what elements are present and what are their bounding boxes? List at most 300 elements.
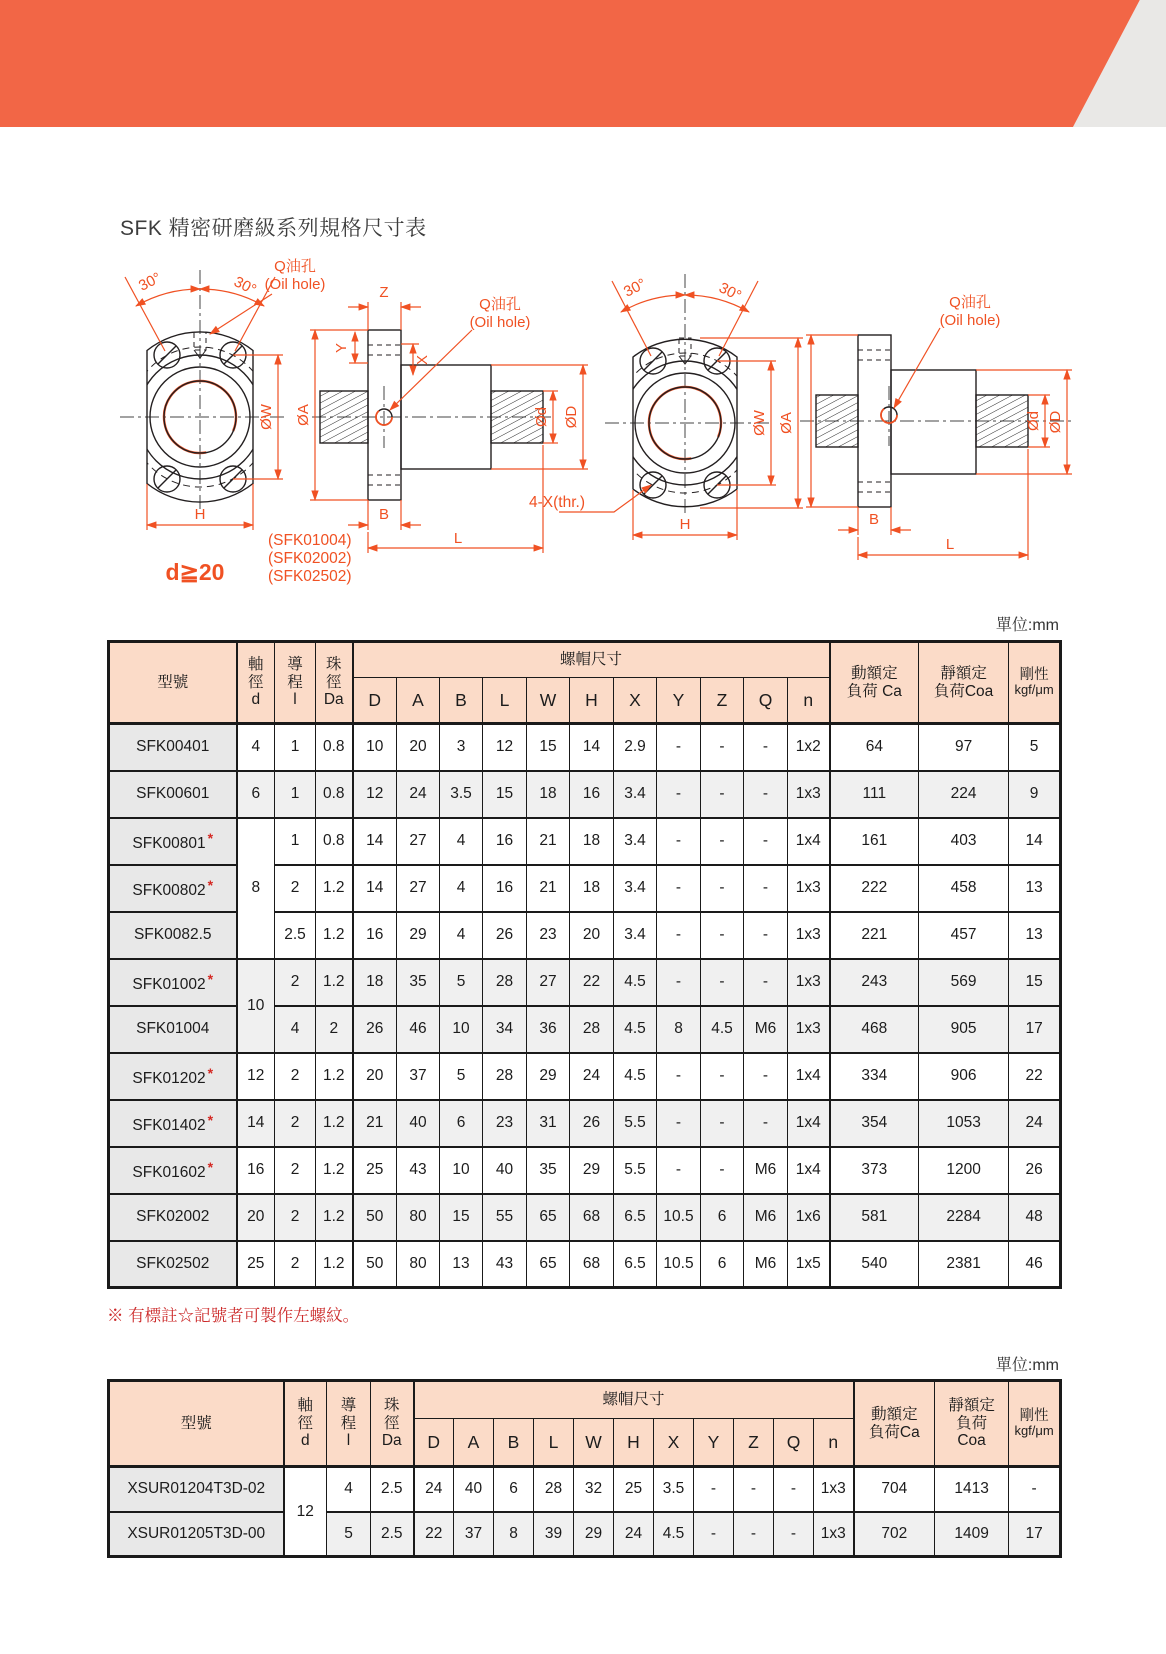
dim-cell-A: 40 bbox=[454, 1467, 494, 1512]
col-header-D: D bbox=[414, 1419, 454, 1467]
unit-label: 單位:mm bbox=[995, 617, 1059, 634]
dim-cell-A: 37 bbox=[397, 1053, 440, 1100]
lead-cell: 2 bbox=[275, 959, 316, 1006]
dim-cell-Z: - bbox=[701, 724, 744, 771]
lead-cell: 2 bbox=[275, 1100, 316, 1147]
ca-cell: 222 bbox=[830, 865, 919, 912]
rigidity-cell: 14 bbox=[1009, 818, 1061, 865]
model-label: SFK00801 bbox=[132, 834, 206, 852]
dim-cell-Q: M6 bbox=[744, 1006, 788, 1053]
dim-cell-D: 10 bbox=[353, 724, 397, 771]
rigidity-cell: 22 bbox=[1009, 1053, 1061, 1100]
left-thread-star-icon: * bbox=[207, 876, 214, 893]
col-header-lead: 導 程 l bbox=[275, 642, 316, 724]
dim-cell-D: 50 bbox=[353, 1194, 397, 1241]
dim-cell-Q: - bbox=[744, 1100, 788, 1147]
dim-cell-Z: - bbox=[701, 912, 744, 959]
dim-cell-X: 4.5 bbox=[614, 1053, 657, 1100]
lead-cell: 4 bbox=[327, 1467, 371, 1512]
rigidity-cell: 17 bbox=[1009, 1006, 1061, 1053]
model-cell bbox=[109, 959, 237, 1006]
model-label: SFK00601 bbox=[136, 785, 210, 802]
shaft-dia-cell: 20 bbox=[237, 1194, 275, 1241]
model-label: SFK01004 bbox=[136, 1020, 210, 1037]
dim-cell-L: 55 bbox=[483, 1194, 527, 1241]
rigidity-cell: 13 bbox=[1009, 912, 1061, 959]
dim-cell-H: 26 bbox=[570, 1100, 614, 1147]
dim-cell-Y: - bbox=[657, 959, 701, 1006]
dim-cell-W: 35 bbox=[527, 1147, 570, 1194]
col-header-A: A bbox=[454, 1419, 494, 1467]
page-title: SFK 精密研磨級系列規格尺寸表 bbox=[120, 217, 427, 240]
dim-cell-B: 3.5 bbox=[440, 771, 483, 818]
dim-cell-n: 1x3 bbox=[814, 1467, 854, 1512]
col-header-H: H bbox=[570, 678, 614, 724]
dim-cell-Z: 6 bbox=[701, 1241, 744, 1288]
table-row bbox=[109, 1512, 1061, 1557]
ball-dia-cell: 1.2 bbox=[316, 1100, 353, 1147]
dim-cell-W: 29 bbox=[527, 1053, 570, 1100]
dim-cell-A: 24 bbox=[397, 771, 440, 818]
col-header-ball-dia: 珠 徑 Da bbox=[371, 1381, 414, 1467]
dim-cell-A: 27 bbox=[397, 818, 440, 865]
dim-x: X bbox=[414, 354, 431, 366]
dim-cell-n: 1x4 bbox=[788, 1053, 830, 1100]
dim-cell-W: 65 bbox=[527, 1194, 570, 1241]
dim-oD: ØD bbox=[563, 405, 580, 429]
left-thread-star-icon: * bbox=[207, 1111, 214, 1128]
oil-hole-label: Q油孔 bbox=[949, 294, 991, 311]
footnote: ※ 有標註☆記號者可製作左螺紋。 bbox=[107, 1307, 360, 1325]
col-header-Z: Z bbox=[701, 678, 744, 724]
ball-dia-cell: 1.2 bbox=[316, 912, 353, 959]
dim-cell-Q: - bbox=[774, 1512, 814, 1557]
dim-cell-W: 32 bbox=[574, 1467, 614, 1512]
dim-cell-Y: - bbox=[657, 865, 701, 912]
dim-cell-Q: M6 bbox=[744, 1194, 788, 1241]
dim-cell-X: 4.5 bbox=[614, 1006, 657, 1053]
lead-cell: 2 bbox=[275, 865, 316, 912]
dim-cell-Y: - bbox=[657, 1053, 701, 1100]
dim-cell-Q: - bbox=[774, 1467, 814, 1512]
dim-cell-X: 3.4 bbox=[614, 865, 657, 912]
dim-cell-X: 3.4 bbox=[614, 771, 657, 818]
coa-cell: 97 bbox=[919, 724, 1009, 771]
dim-cell-Q: - bbox=[744, 818, 788, 865]
model-cell bbox=[109, 1467, 284, 1512]
dim-cell-X: 3.4 bbox=[614, 818, 657, 865]
dim-cell-X: 5.5 bbox=[614, 1147, 657, 1194]
dim-cell-Q: - bbox=[744, 912, 788, 959]
dim-cell-A: 35 bbox=[397, 959, 440, 1006]
dim-cell-W: 21 bbox=[527, 865, 570, 912]
dim-cell-n: 1x3 bbox=[788, 771, 830, 818]
angle-label: 30° bbox=[716, 279, 745, 305]
dim-cell-Y: 10.5 bbox=[657, 1241, 701, 1288]
dim-b: B bbox=[378, 506, 390, 523]
rigidity-cell: 46 bbox=[1009, 1241, 1061, 1288]
dim-cell-H: 24 bbox=[614, 1512, 654, 1557]
dim-cell-Y: - bbox=[657, 912, 701, 959]
thread-callout: 4-X(thr.) bbox=[529, 494, 585, 511]
dim-cell-Y: - bbox=[657, 724, 701, 771]
ball-dia-cell: 1.2 bbox=[316, 1194, 353, 1241]
shaft-dia-cell: 12 bbox=[284, 1467, 327, 1557]
dim-cell-L: 16 bbox=[483, 865, 527, 912]
dim-cell-L: 26 bbox=[483, 912, 527, 959]
dim-cell-n: 1x4 bbox=[788, 818, 830, 865]
col-header-nut-dims: 螺帽尺寸 bbox=[414, 1381, 854, 1419]
dim-cell-A: 29 bbox=[397, 912, 440, 959]
model-cell bbox=[109, 912, 237, 959]
ca-cell: 581 bbox=[830, 1194, 919, 1241]
coa-cell: 569 bbox=[919, 959, 1009, 1006]
banner-orange-shape bbox=[0, 0, 1166, 127]
shaft-dia-cell: 12 bbox=[237, 1053, 275, 1100]
coa-cell: 1053 bbox=[919, 1100, 1009, 1147]
dim-cell-B: 5 bbox=[440, 1053, 483, 1100]
coa-cell: 1413 bbox=[935, 1467, 1009, 1512]
dim-cell-A: 37 bbox=[454, 1512, 494, 1557]
dim-h: H bbox=[679, 516, 691, 533]
dim-cell-Z: - bbox=[701, 1100, 744, 1147]
col-header-coa: 靜額定 負荷Coa bbox=[919, 642, 1009, 724]
ca-cell: 702 bbox=[854, 1512, 935, 1557]
col-header-n: n bbox=[788, 678, 830, 724]
rigidity-cell: 9 bbox=[1009, 771, 1061, 818]
dim-cell-L: 40 bbox=[483, 1147, 527, 1194]
side-view-left bbox=[320, 330, 543, 500]
ball-dia-cell: 2.5 bbox=[371, 1467, 414, 1512]
dim-cell-Y: - bbox=[657, 771, 701, 818]
left-thread-star-icon: * bbox=[207, 1064, 214, 1081]
dim-cell-Z: - bbox=[701, 1053, 744, 1100]
dim-cell-H: 25 bbox=[614, 1467, 654, 1512]
dim-cell-W: 23 bbox=[527, 912, 570, 959]
dim-oD: ØD bbox=[1047, 410, 1064, 434]
angle-label: 30° bbox=[231, 273, 260, 299]
dim-cell-B: 10 bbox=[440, 1147, 483, 1194]
coa-cell: 224 bbox=[919, 771, 1009, 818]
dim-cell-H: 29 bbox=[570, 1147, 614, 1194]
col-header-W: W bbox=[574, 1419, 614, 1467]
table-row bbox=[109, 771, 1061, 818]
col-header-nut-dims: 螺帽尺寸 bbox=[353, 642, 830, 678]
dim-cell-Z: 4.5 bbox=[701, 1006, 744, 1053]
col-header-L: L bbox=[534, 1419, 574, 1467]
ball-dia-cell: 2.5 bbox=[371, 1512, 414, 1557]
ball-dia-cell: 1.2 bbox=[316, 1147, 353, 1194]
dim-cell-W: 31 bbox=[527, 1100, 570, 1147]
col-header-A: A bbox=[397, 678, 440, 724]
model-cell bbox=[109, 1100, 237, 1147]
dim-cell-D: 14 bbox=[353, 865, 397, 912]
dim-cell-Y: - bbox=[694, 1467, 734, 1512]
dimension-labels bbox=[136, 257, 1064, 585]
rigidity-cell: 48 bbox=[1009, 1194, 1061, 1241]
col-header-Z: Z bbox=[734, 1419, 774, 1467]
ball-dia-cell: 0.8 bbox=[316, 771, 353, 818]
rigidity-cell: 26 bbox=[1009, 1147, 1061, 1194]
oil-hole-label: Q油孔 bbox=[274, 258, 316, 275]
coa-cell: 458 bbox=[919, 865, 1009, 912]
model-label: SFK02502 bbox=[136, 1254, 210, 1272]
dim-cell-D: 25 bbox=[353, 1147, 397, 1194]
dim-cell-Y: - bbox=[657, 1100, 701, 1147]
lead-cell: 5 bbox=[327, 1512, 371, 1557]
dim-cell-X: 6.5 bbox=[614, 1241, 657, 1288]
dim-cell-Z: - bbox=[701, 865, 744, 912]
col-header-lead: 導 程 l bbox=[327, 1381, 371, 1467]
model-label: SFK0082.5 bbox=[133, 926, 212, 943]
table-row bbox=[109, 1194, 1061, 1241]
table-row bbox=[109, 1467, 1061, 1512]
dim-cell-D: 50 bbox=[353, 1241, 397, 1288]
dim-cell-B: 13 bbox=[440, 1241, 483, 1288]
dim-cell-A: 40 bbox=[397, 1100, 440, 1147]
col-header-X: X bbox=[614, 678, 657, 724]
ball-dia-cell: 1.2 bbox=[316, 865, 353, 912]
ca-cell: 111 bbox=[830, 771, 919, 818]
col-header-model: 型號 bbox=[109, 1381, 284, 1467]
model-label: SFK01402 bbox=[132, 1116, 206, 1134]
dim-cell-n: 1x3 bbox=[788, 865, 830, 912]
dim-l: L bbox=[453, 530, 463, 547]
dim-l: L bbox=[945, 536, 955, 553]
dim-cell-D: 21 bbox=[353, 1100, 397, 1147]
coa-cell: 905 bbox=[919, 1006, 1009, 1053]
dim-cell-H: 22 bbox=[570, 959, 614, 1006]
col-header-n: n bbox=[814, 1419, 854, 1467]
dim-cell-L: 12 bbox=[483, 724, 527, 771]
dim-cell-B: 6 bbox=[440, 1100, 483, 1147]
ball-dia-cell: 0.8 bbox=[316, 818, 353, 865]
model-label: SFK01002 bbox=[132, 975, 206, 993]
dim-cell-A: 27 bbox=[397, 865, 440, 912]
dim-cell-Z: - bbox=[734, 1467, 774, 1512]
dim-cell-L: 34 bbox=[483, 1006, 527, 1053]
shaft-dia-cell: 14 bbox=[237, 1100, 275, 1147]
ca-cell: 334 bbox=[830, 1053, 919, 1100]
dim-cell-W: 36 bbox=[527, 1006, 570, 1053]
dim-cell-H: 14 bbox=[570, 724, 614, 771]
oil-hole-label: Q油孔 bbox=[479, 296, 521, 313]
dim-cell-A: 20 bbox=[397, 724, 440, 771]
left-thread-star-icon: * bbox=[207, 1158, 214, 1175]
dim-cell-H: 68 bbox=[570, 1241, 614, 1288]
dim-cell-Y: - bbox=[657, 1147, 701, 1194]
dim-cell-L: 28 bbox=[483, 959, 527, 1006]
dim-cell-n: 1x3 bbox=[788, 959, 830, 1006]
model-label: SFK00802 bbox=[132, 881, 206, 899]
col-header-Q: Q bbox=[744, 678, 788, 724]
model-cell bbox=[109, 724, 237, 771]
col-header-rigidity: 剛性 kgf/μm bbox=[1009, 642, 1061, 724]
lead-cell: 2 bbox=[275, 1241, 316, 1288]
dim-cell-Y: 10.5 bbox=[657, 1194, 701, 1241]
ball-dia-cell: 1.2 bbox=[316, 1241, 353, 1288]
lead-cell: 2.5 bbox=[275, 912, 316, 959]
col-header-ball-dia: 珠 徑 Da bbox=[316, 642, 353, 724]
dim-cell-L: 43 bbox=[483, 1241, 527, 1288]
dim-cell-H: 18 bbox=[570, 865, 614, 912]
dim-cell-A: 43 bbox=[397, 1147, 440, 1194]
ca-cell: 243 bbox=[830, 959, 919, 1006]
table-row bbox=[109, 1147, 1061, 1194]
unit-label: 單位:mm bbox=[995, 1357, 1059, 1374]
coa-cell: 906 bbox=[919, 1053, 1009, 1100]
lead-cell: 2 bbox=[275, 1147, 316, 1194]
dim-h: H bbox=[194, 506, 206, 523]
ca-cell: 221 bbox=[830, 912, 919, 959]
col-header-ca: 動額定 負荷 Ca bbox=[830, 642, 919, 724]
dim-cell-n: 1x2 bbox=[788, 724, 830, 771]
dim-cell-D: 20 bbox=[353, 1053, 397, 1100]
col-header-shaft-dia: 軸 徑 d bbox=[237, 642, 275, 724]
dim-cell-Y: - bbox=[657, 818, 701, 865]
col-header-X: X bbox=[654, 1419, 694, 1467]
dim-cell-Q: - bbox=[744, 1053, 788, 1100]
dim-cell-L: 16 bbox=[483, 818, 527, 865]
oil-hole-label-en: (Oil hole) bbox=[939, 312, 1001, 329]
dim-cell-A: 80 bbox=[397, 1241, 440, 1288]
dim-cell-D: 18 bbox=[353, 959, 397, 1006]
dim-cell-n: 1x4 bbox=[788, 1100, 830, 1147]
dim-cell-A: 46 bbox=[397, 1006, 440, 1053]
dim-cell-A: 80 bbox=[397, 1194, 440, 1241]
shaft-dia-cell: 6 bbox=[237, 771, 275, 818]
ca-cell: 354 bbox=[830, 1100, 919, 1147]
lead-cell: 2 bbox=[275, 1053, 316, 1100]
dim-cell-Z: - bbox=[701, 771, 744, 818]
model-cell bbox=[109, 1194, 237, 1241]
dim-cell-D: 14 bbox=[353, 818, 397, 865]
col-header-D: D bbox=[353, 678, 397, 724]
rigidity-cell: 5 bbox=[1009, 724, 1061, 771]
dim-cell-B: 6 bbox=[494, 1467, 534, 1512]
ca-cell: 373 bbox=[830, 1147, 919, 1194]
shaft-dia-cell: 10 bbox=[237, 959, 275, 1053]
table-row bbox=[109, 818, 1061, 865]
shaft-dia-cell: 4 bbox=[237, 724, 275, 771]
dim-cell-H: 24 bbox=[570, 1053, 614, 1100]
dim-cell-B: 4 bbox=[440, 818, 483, 865]
col-header-coa: 靜額定 負荷 Coa bbox=[935, 1381, 1009, 1467]
technical-drawing bbox=[100, 248, 1080, 588]
oil-hole-label-en: (Oil hole) bbox=[469, 314, 531, 331]
shaft-dia-cell: 16 bbox=[237, 1147, 275, 1194]
ca-cell: 468 bbox=[830, 1006, 919, 1053]
applies-model: (SFK01004) bbox=[268, 532, 352, 549]
ball-dia-cell: 0.8 bbox=[316, 724, 353, 771]
dim-cell-X: 2.9 bbox=[614, 724, 657, 771]
coa-cell: 2381 bbox=[919, 1241, 1009, 1288]
model-cell bbox=[109, 818, 237, 865]
col-header-ca: 動額定 負荷Ca bbox=[854, 1381, 935, 1467]
col-header-Y: Y bbox=[694, 1419, 734, 1467]
table-row bbox=[109, 1053, 1061, 1100]
dim-ow: ØW bbox=[258, 404, 275, 430]
dim-od: Ød bbox=[1025, 410, 1042, 432]
dim-cell-H: 68 bbox=[570, 1194, 614, 1241]
model-label: XSUR01205T3D-00 bbox=[127, 1524, 266, 1542]
ball-dia-cell: 2 bbox=[316, 1006, 353, 1053]
rigidity-cell: 17 bbox=[1009, 1512, 1061, 1557]
col-header-W: W bbox=[527, 678, 570, 724]
dim-cell-L: 28 bbox=[483, 1053, 527, 1100]
coa-cell: 1200 bbox=[919, 1147, 1009, 1194]
dim-cell-B: 4 bbox=[440, 912, 483, 959]
dim-cell-W: 15 bbox=[527, 724, 570, 771]
lead-cell: 1 bbox=[275, 724, 316, 771]
dim-cell-D: 22 bbox=[414, 1512, 454, 1557]
left-thread-star-icon: * bbox=[207, 970, 214, 987]
dim-cell-Q: M6 bbox=[744, 1241, 788, 1288]
dim-cell-X: 6.5 bbox=[614, 1194, 657, 1241]
dim-cell-X: 5.5 bbox=[614, 1100, 657, 1147]
dim-z: Z bbox=[379, 284, 389, 301]
dim-cell-W: 27 bbox=[527, 959, 570, 1006]
dim-cell-B: 10 bbox=[440, 1006, 483, 1053]
left-thread-star-icon: * bbox=[207, 829, 214, 846]
dim-cell-H: 28 bbox=[570, 1006, 614, 1053]
dim-cell-Q: M6 bbox=[744, 1147, 788, 1194]
dim-cell-H: 20 bbox=[570, 912, 614, 959]
model-label: XSUR01204T3D-02 bbox=[127, 1480, 266, 1498]
coa-cell: 403 bbox=[919, 818, 1009, 865]
model-cell bbox=[109, 1512, 284, 1557]
ball-dia-cell: 1.2 bbox=[316, 1053, 353, 1100]
dim-cell-B: 4 bbox=[440, 865, 483, 912]
dim-oa: ØA bbox=[295, 404, 312, 426]
lead-cell: 4 bbox=[275, 1006, 316, 1053]
lead-cell: 1 bbox=[275, 818, 316, 865]
dmin-label: d≧20 bbox=[165, 559, 225, 585]
ca-cell: 704 bbox=[854, 1467, 935, 1512]
shaft-dia-cell: 8 bbox=[237, 818, 275, 959]
top-banner bbox=[0, 0, 1166, 127]
ca-cell: 540 bbox=[830, 1241, 919, 1288]
dim-cell-Q: - bbox=[744, 724, 788, 771]
rigidity-cell: 15 bbox=[1009, 959, 1061, 1006]
dim-cell-B: 15 bbox=[440, 1194, 483, 1241]
table-row bbox=[109, 724, 1061, 771]
col-header-H: H bbox=[614, 1419, 654, 1467]
dim-cell-X: 3.5 bbox=[654, 1467, 694, 1512]
col-header-shaft-dia: 軸 徑 d bbox=[284, 1381, 327, 1467]
dim-cell-D: 16 bbox=[353, 912, 397, 959]
model-label: SFK00401 bbox=[136, 738, 210, 756]
model-cell bbox=[109, 865, 237, 912]
side-view-right bbox=[816, 335, 1028, 507]
dim-cell-W: 65 bbox=[527, 1241, 570, 1288]
dim-cell-Y: 8 bbox=[657, 1006, 701, 1053]
dim-cell-Z: - bbox=[701, 1147, 744, 1194]
rigidity-cell: 24 bbox=[1009, 1100, 1061, 1147]
dim-cell-L: 15 bbox=[483, 771, 527, 818]
shaft-dia-cell: 25 bbox=[237, 1241, 275, 1288]
coa-cell: 457 bbox=[919, 912, 1009, 959]
dim-b: B bbox=[868, 511, 880, 528]
coa-cell: 2284 bbox=[919, 1194, 1009, 1241]
dim-cell-Z: - bbox=[734, 1512, 774, 1557]
dim-cell-H: 18 bbox=[570, 818, 614, 865]
col-header-rigidity: 剛性 kgf/μm bbox=[1009, 1381, 1061, 1467]
ca-cell: 64 bbox=[830, 724, 919, 771]
model-cell bbox=[109, 1053, 237, 1100]
dim-cell-Q: - bbox=[744, 959, 788, 1006]
table-row bbox=[109, 1100, 1061, 1147]
